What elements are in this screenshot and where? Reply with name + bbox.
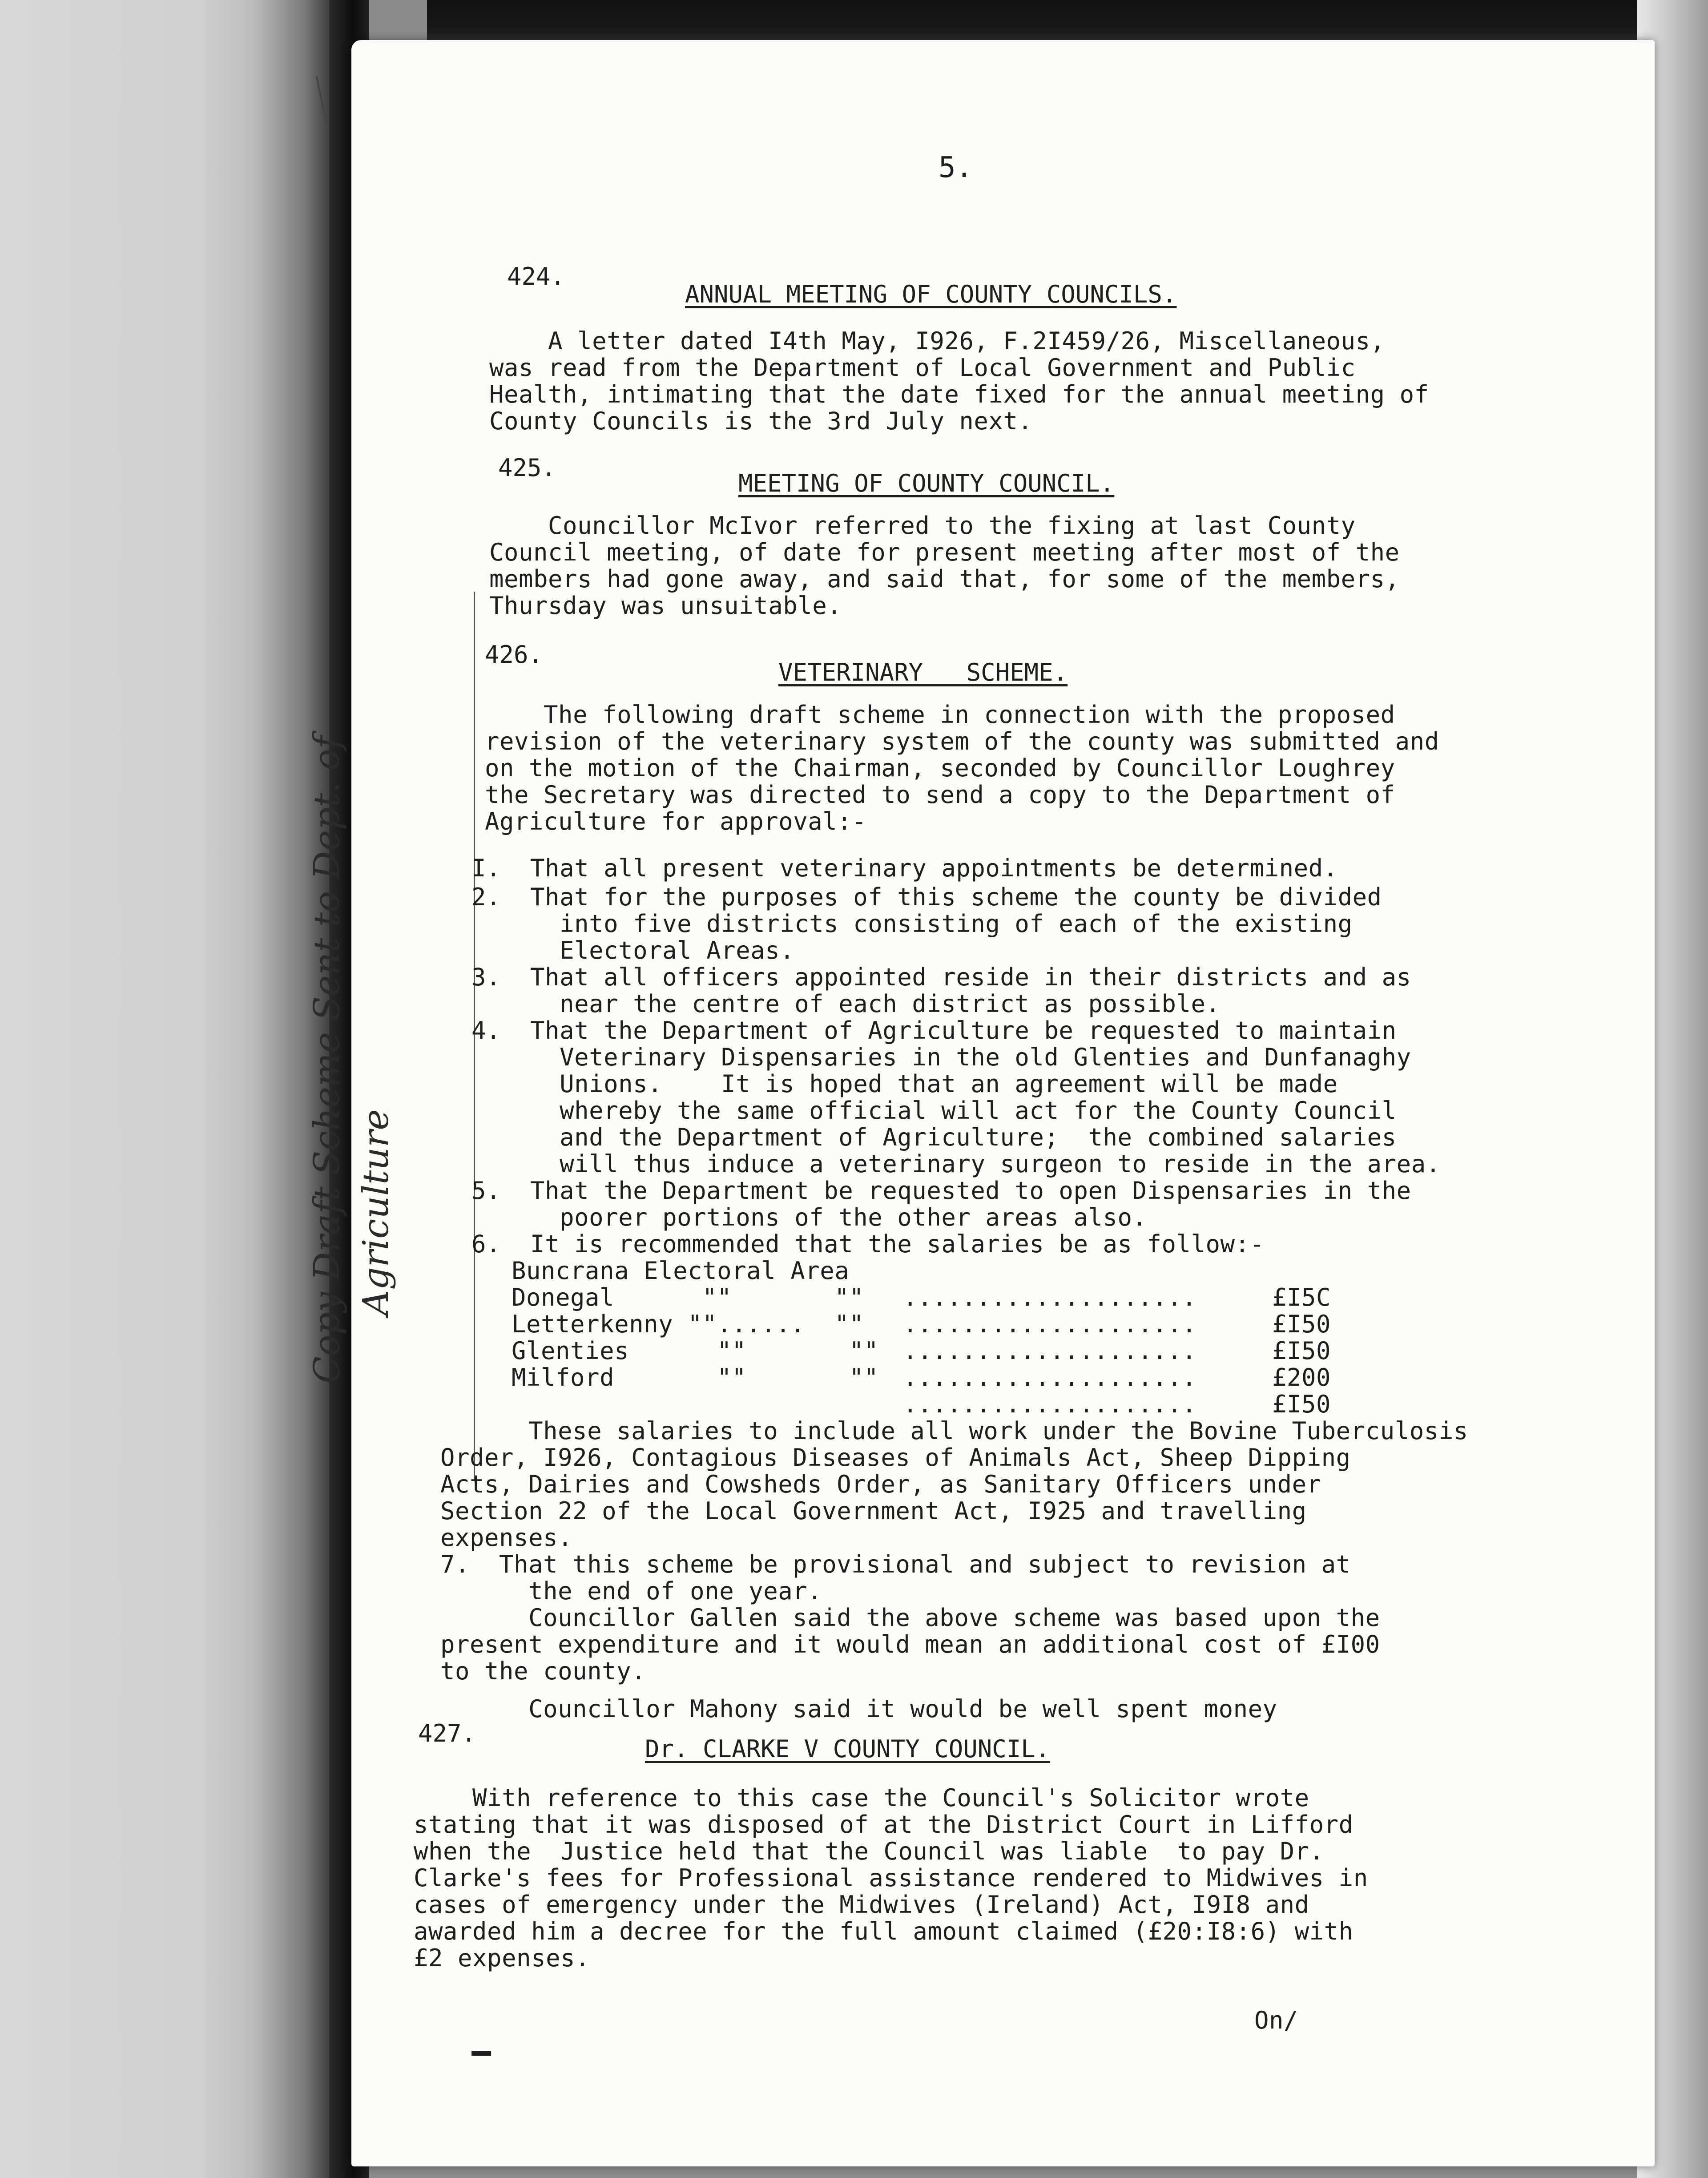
text-line: Councillor Gallen said the above scheme was based upon the	[440, 1604, 1380, 1632]
text-line: Council meeting, of date for present meeting after most of the	[489, 538, 1400, 566]
salary-area: Glenties "" ""	[512, 1337, 879, 1365]
list-item: I. That all present veterinary appointments be determined.	[471, 854, 1338, 882]
page-foot-mark: ▬▬	[471, 2042, 490, 2062]
text-line: stating that it was disposed of at the District Court in Lifford	[414, 1811, 1354, 1839]
text-line: A letter dated I4th May, I926, F.2I459/26, Miscellaneous,	[489, 327, 1385, 355]
text-line: Veterinary Dispensaries in the old Glenties and Dunfanaghy	[471, 1043, 1411, 1071]
text-line: Councillor McIvor referred to the fixing at last County	[489, 512, 1356, 540]
text-line: expenses.	[440, 1524, 573, 1552]
salary-leader: ....................	[903, 1310, 1197, 1338]
text-line: Thursday was unsuitable.	[489, 592, 842, 620]
salary-area: Milford "" ""	[512, 1363, 879, 1392]
list-item: 5. That the Department be requested to open Dispensaries in the	[471, 1177, 1411, 1205]
text-line: the end of one year.	[440, 1577, 822, 1605]
text-line: near the centre of each district as possible.	[471, 990, 1221, 1018]
text-line: to the county.	[440, 1657, 646, 1685]
text-line: members had gone away, and said that, for some of the members,	[489, 565, 1400, 593]
text-line: Unions. It is hoped that an agreement will be made	[471, 1070, 1338, 1098]
salary-amount: £I5C	[1272, 1283, 1331, 1311]
text-line: the Secretary was directed to send a copy to the Department of	[485, 781, 1395, 809]
salary-leader: ....................	[903, 1283, 1197, 1311]
text-line: present expenditure and it would mean an additional cost of £I00	[440, 1630, 1380, 1658]
section-title-424: ANNUAL MEETING OF COUNTY COUNCILS.	[685, 280, 1177, 308]
salary-amount: £I50	[1272, 1337, 1331, 1365]
text-line: cases of emergency under the Midwives (Ireland) Act, I9I8 and	[414, 1891, 1309, 1919]
text-line: Agriculture for approval:-	[485, 807, 867, 835]
text-line: into five districts consisting of each of the existing	[471, 910, 1353, 938]
text-line: Electoral Areas.	[471, 936, 795, 964]
text-line: revision of the veterinary system of the county was submitted and	[485, 727, 1439, 755]
text-line: Councillor Mahony said it would be well spent money	[440, 1695, 1277, 1723]
text-line: The following draft scheme in connection with the proposed	[485, 701, 1395, 729]
section-title-425: MEETING OF COUNTY COUNCIL.	[738, 469, 1115, 497]
section-title-426: VETERINARY SCHEME.	[778, 658, 1068, 686]
text-line: on the motion of the Chairman, seconded by Councillor Loughrey	[485, 754, 1395, 782]
salary-area: Letterkenny ""...... ""	[512, 1310, 864, 1338]
handwritten-margin-note: Copy Draft Scheme Sent to Dept. of Agriculture	[306, 735, 396, 1383]
section-number-425: 425.	[498, 454, 556, 482]
salary-leader: ....................	[903, 1363, 1197, 1392]
text-line: will thus induce a veterinary surgeon to reside in the area.	[471, 1150, 1441, 1178]
list-item: 3. That all officers appointed reside in their districts and as	[471, 963, 1411, 991]
text-line: With reference to this case the Council's Solicitor wrote	[414, 1784, 1309, 1812]
text-line: £2 expenses.	[414, 1944, 590, 1972]
section-number-426: 426.	[485, 641, 543, 669]
list-item: 2. That for the purposes of this scheme the county be divided	[471, 883, 1382, 911]
text-line: Health, intimating that the date fixed for the annual meeting of	[489, 380, 1429, 408]
scan-left-edge	[0, 0, 338, 2178]
list-item: 7. That this scheme be provisional and subject to revision at	[440, 1550, 1351, 1578]
text-line: These salaries to include all work under the Bovine Tuberculosis	[440, 1417, 1468, 1445]
salary-amount: £I50	[1272, 1310, 1331, 1338]
salary-area: Buncrana Electoral Area	[512, 1257, 850, 1285]
text-line: was read from the Department of Local Government and Public	[489, 354, 1356, 382]
list-item: 6. It is recommended that the salaries be as follow:-	[471, 1230, 1265, 1258]
section-number-424: 424.	[507, 262, 565, 290]
salary-leader: ....................	[903, 1337, 1197, 1365]
salary-leader: ....................	[903, 1390, 1197, 1418]
text-line: awarded him a decree for the full amount claimed (£20:I8:6) with	[414, 1917, 1354, 1945]
salary-amount: £200	[1272, 1363, 1331, 1392]
text-line: poorer portions of the other areas also.	[471, 1203, 1147, 1231]
text-line: and the Department of Agriculture; the combined salaries	[471, 1123, 1397, 1151]
continuation-marker: On/	[1254, 2006, 1299, 2034]
text-line: when the Justice held that the Council was liable to pay Dr.	[414, 1837, 1324, 1865]
page-number: 5.	[939, 151, 973, 184]
salary-area: Donegal "" ""	[512, 1283, 864, 1311]
text-line: County Councils is the 3rd July next.	[489, 407, 1033, 435]
text-line: Section 22 of the Local Government Act, I925 and travelling	[440, 1497, 1307, 1525]
section-title-427: Dr. CLARKE V COUNTY COUNCIL.	[645, 1735, 1050, 1763]
text-line: Acts, Dairies and Cowsheds Order, as Sanitary Officers under	[440, 1470, 1321, 1498]
text-line: Clarke's fees for Professional assistance rendered to Midwives in	[414, 1864, 1368, 1892]
salary-amount: £I50	[1272, 1390, 1331, 1418]
text-line: Order, I926, Contagious Diseases of Animals Act, Sheep Dipping	[440, 1444, 1351, 1472]
text-line: whereby the same official will act for the County Council	[471, 1097, 1397, 1125]
section-number-427: 427.	[418, 1719, 476, 1747]
list-item: 4. That the Department of Agriculture be requested to maintain	[471, 1016, 1397, 1045]
